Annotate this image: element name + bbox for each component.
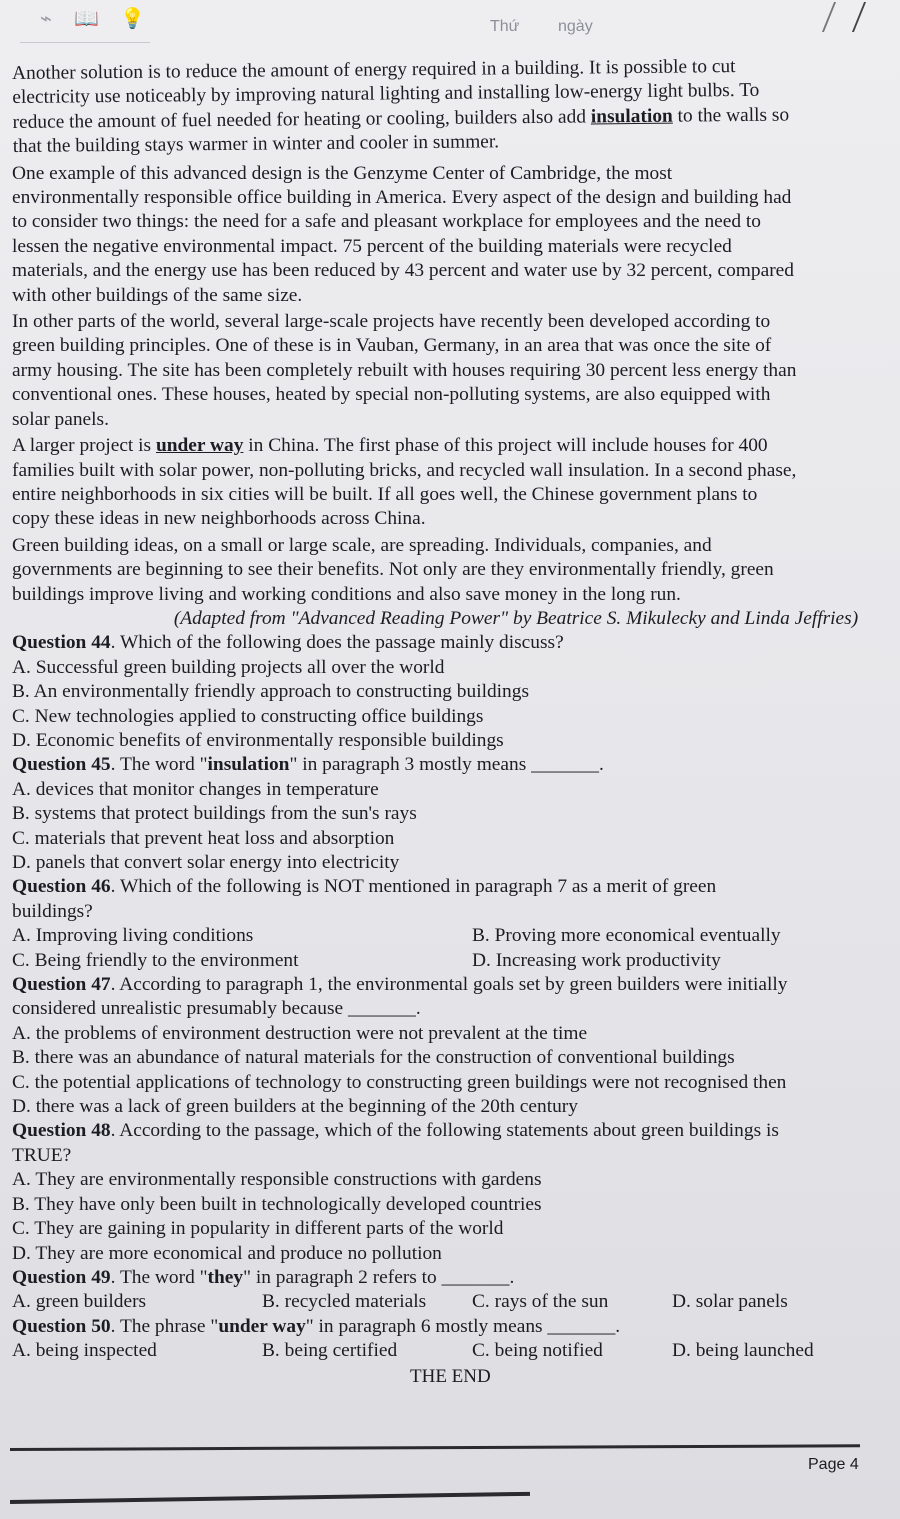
paragraph-4: A larger project is under way in China. The first phase of this project will include houses for 400 families built with solar power, non-polluting bricks, and recycled wall insulation. In a second phase, entire neighborhoods in six cities will be built. If all goes well, the Chinese government plans to copy these ideas in new neighborhoods across China. — [12, 435, 797, 530]
q45-option-a[interactable]: A. devices that monitor changes in temperature — [12, 778, 379, 800]
lightbulb-icon: 💡 — [120, 6, 145, 30]
q50-options — [12, 1339, 900, 1363]
header-rule — [20, 42, 150, 43]
paragraph-2: One example of this advanced design is the Genzyme Center of Cambridge, the most environmentally responsible office building in America. Every aspect of the design and building had to consider two things: the need for a safe and pleasant workplace for employees and the need to lessen the negative environmental impact. 75 percent of the building materials were recycled materials, and the energy use has been reduced by 43 percent and water use by 32 percent, compared with other buildings of the same size. — [12, 162, 794, 306]
q50-option-b[interactable]: B. being certified — [262, 1340, 398, 1362]
question-46: Question 46. Which of the following is NOT mentioned in paragraph 7 as a merit of green buildings? — [12, 876, 717, 922]
q44-option-d[interactable]: D. Economic benefits of environmentally responsible buildings — [12, 729, 504, 751]
page-header — [0, 0, 900, 48]
q49-options — [12, 1290, 900, 1314]
q44-option-a[interactable]: A. Successful green building projects all over the world — [12, 656, 445, 678]
q48-option-c[interactable]: C. They are gaining in popularity in different parts of the world — [12, 1218, 504, 1240]
q50-option-d[interactable]: D. being launched — [672, 1340, 814, 1362]
question-45: Question 45. The word "insulation" in paragraph 3 mostly means _______. — [12, 754, 604, 776]
the-end: THE END — [410, 1366, 491, 1387]
footer-rule — [10, 1444, 860, 1451]
q50-option-a[interactable]: A. being inspected — [12, 1340, 157, 1362]
q46-option-a[interactable]: A. Improving living conditions — [12, 925, 254, 947]
q47-option-c[interactable]: C. the potential applications of technology to constructing green buildings were not recognised then — [12, 1071, 787, 1093]
q46-option-d[interactable]: D. Increasing work productivity — [472, 949, 721, 971]
ruler-icon: ⌁ — [40, 6, 53, 30]
corner-mark — [822, 2, 866, 32]
footer-rule-bottom — [10, 1492, 530, 1504]
q45-option-b[interactable]: B. systems that protect buildings from the sun's rays — [12, 803, 417, 825]
q45-option-d[interactable]: D. panels that convert solar energy into electricity — [12, 852, 400, 873]
content — [12, 56, 900, 1364]
paragraph-3: In other parts of the world, several large-scale projects have recently been developed according to green building principles. One of these is in Vauban, Germany, in an area that was once the site of army housing. The site has been completely rebuilt with houses requiring 30 percent less energy than conventional ones. These houses, heated by special non-polluting systems, are also equipped with solar panels. — [12, 311, 797, 430]
q46-options-row-2 — [12, 949, 900, 973]
q50-option-c[interactable]: C. being notified — [472, 1340, 603, 1362]
paragraph-5: Green building ideas, on a small or large scale, are spreading. Individuals, companies, and governments are beginning to see their benefits. Not only are they environmentally friendly, green buildings improve living and working conditions and also save money in the long run. — [12, 534, 774, 605]
q46-options-row-1 — [12, 924, 900, 948]
header-ngay: ngày — [558, 18, 593, 35]
source-citation: (Adapted from "Advanced Reading Power" by Beatrice S. Mikulecky and Linda Jeffries) — [173, 607, 859, 629]
q46-option-b[interactable]: B. Proving more economical eventually — [472, 925, 781, 947]
q49-option-b[interactable]: B. recycled materials — [262, 1291, 427, 1313]
question-48: Question 48. According to the passage, which of the following statements about green buildings is TRUE? — [12, 1120, 779, 1166]
keyword-insulation: insulation — [590, 105, 673, 128]
keyword-under-way: under way — [155, 435, 244, 457]
q46-option-c[interactable]: C. Being friendly to the environment — [12, 949, 299, 971]
question-49: Question 49. The word "they" in paragraph 2 refers to _______. — [12, 1266, 515, 1288]
q49-option-a[interactable]: A. green builders — [12, 1291, 147, 1313]
question-47: Question 47. According to paragraph 1, the environmental goals set by green builders were initially considered unrealistic presumably because _______. — [12, 974, 788, 1020]
q49-option-d[interactable]: D. solar panels — [672, 1291, 788, 1313]
q47-option-d[interactable]: D. there was a lack of green builders at the beginning of the 20th century — [12, 1096, 578, 1118]
q47-option-b[interactable]: B. there was an abundance of natural materials for the construction of conventional buildings — [12, 1047, 735, 1069]
q48-option-d[interactable]: D. They are more economical and produce no pollution — [12, 1242, 442, 1264]
header-thu: Thứ — [490, 18, 520, 35]
q49-option-c[interactable]: C. rays of the sun — [472, 1291, 609, 1313]
q44-option-b[interactable]: B. An environmentally friendly approach to constructing buildings — [12, 681, 529, 703]
q48-option-a[interactable]: A. They are environmentally responsible constructions with gardens — [12, 1169, 542, 1191]
q44-option-c[interactable]: C. New technologies applied to constructing office buildings — [12, 705, 484, 727]
book-icon: 📖 — [74, 6, 99, 30]
q45-option-c[interactable]: C. materials that prevent heat loss and absorption — [12, 827, 395, 849]
q48-option-b[interactable]: B. They have only been built in technologically developed countries — [12, 1193, 542, 1215]
question-44: Question 44. Which of the following does the passage mainly discuss? — [12, 632, 564, 654]
page-number: Page 4 — [808, 1456, 859, 1473]
q47-option-a[interactable]: A. the problems of environment destruction were not prevalent at the time — [12, 1022, 588, 1044]
question-50: Question 50. The phrase "under way" in paragraph 6 mostly means _______. — [12, 1315, 621, 1337]
paragraph-1: Another solution is to reduce the amount of energy required in a building. It is possible to cut electricity use noticeably by improving natural lighting and installing low-energy light bulbs. To reduce the amount of fuel needed for heating or cooling, builders also add insulation to the walls so that the building stays warmer in winter and cooler in summer. — [12, 56, 790, 158]
